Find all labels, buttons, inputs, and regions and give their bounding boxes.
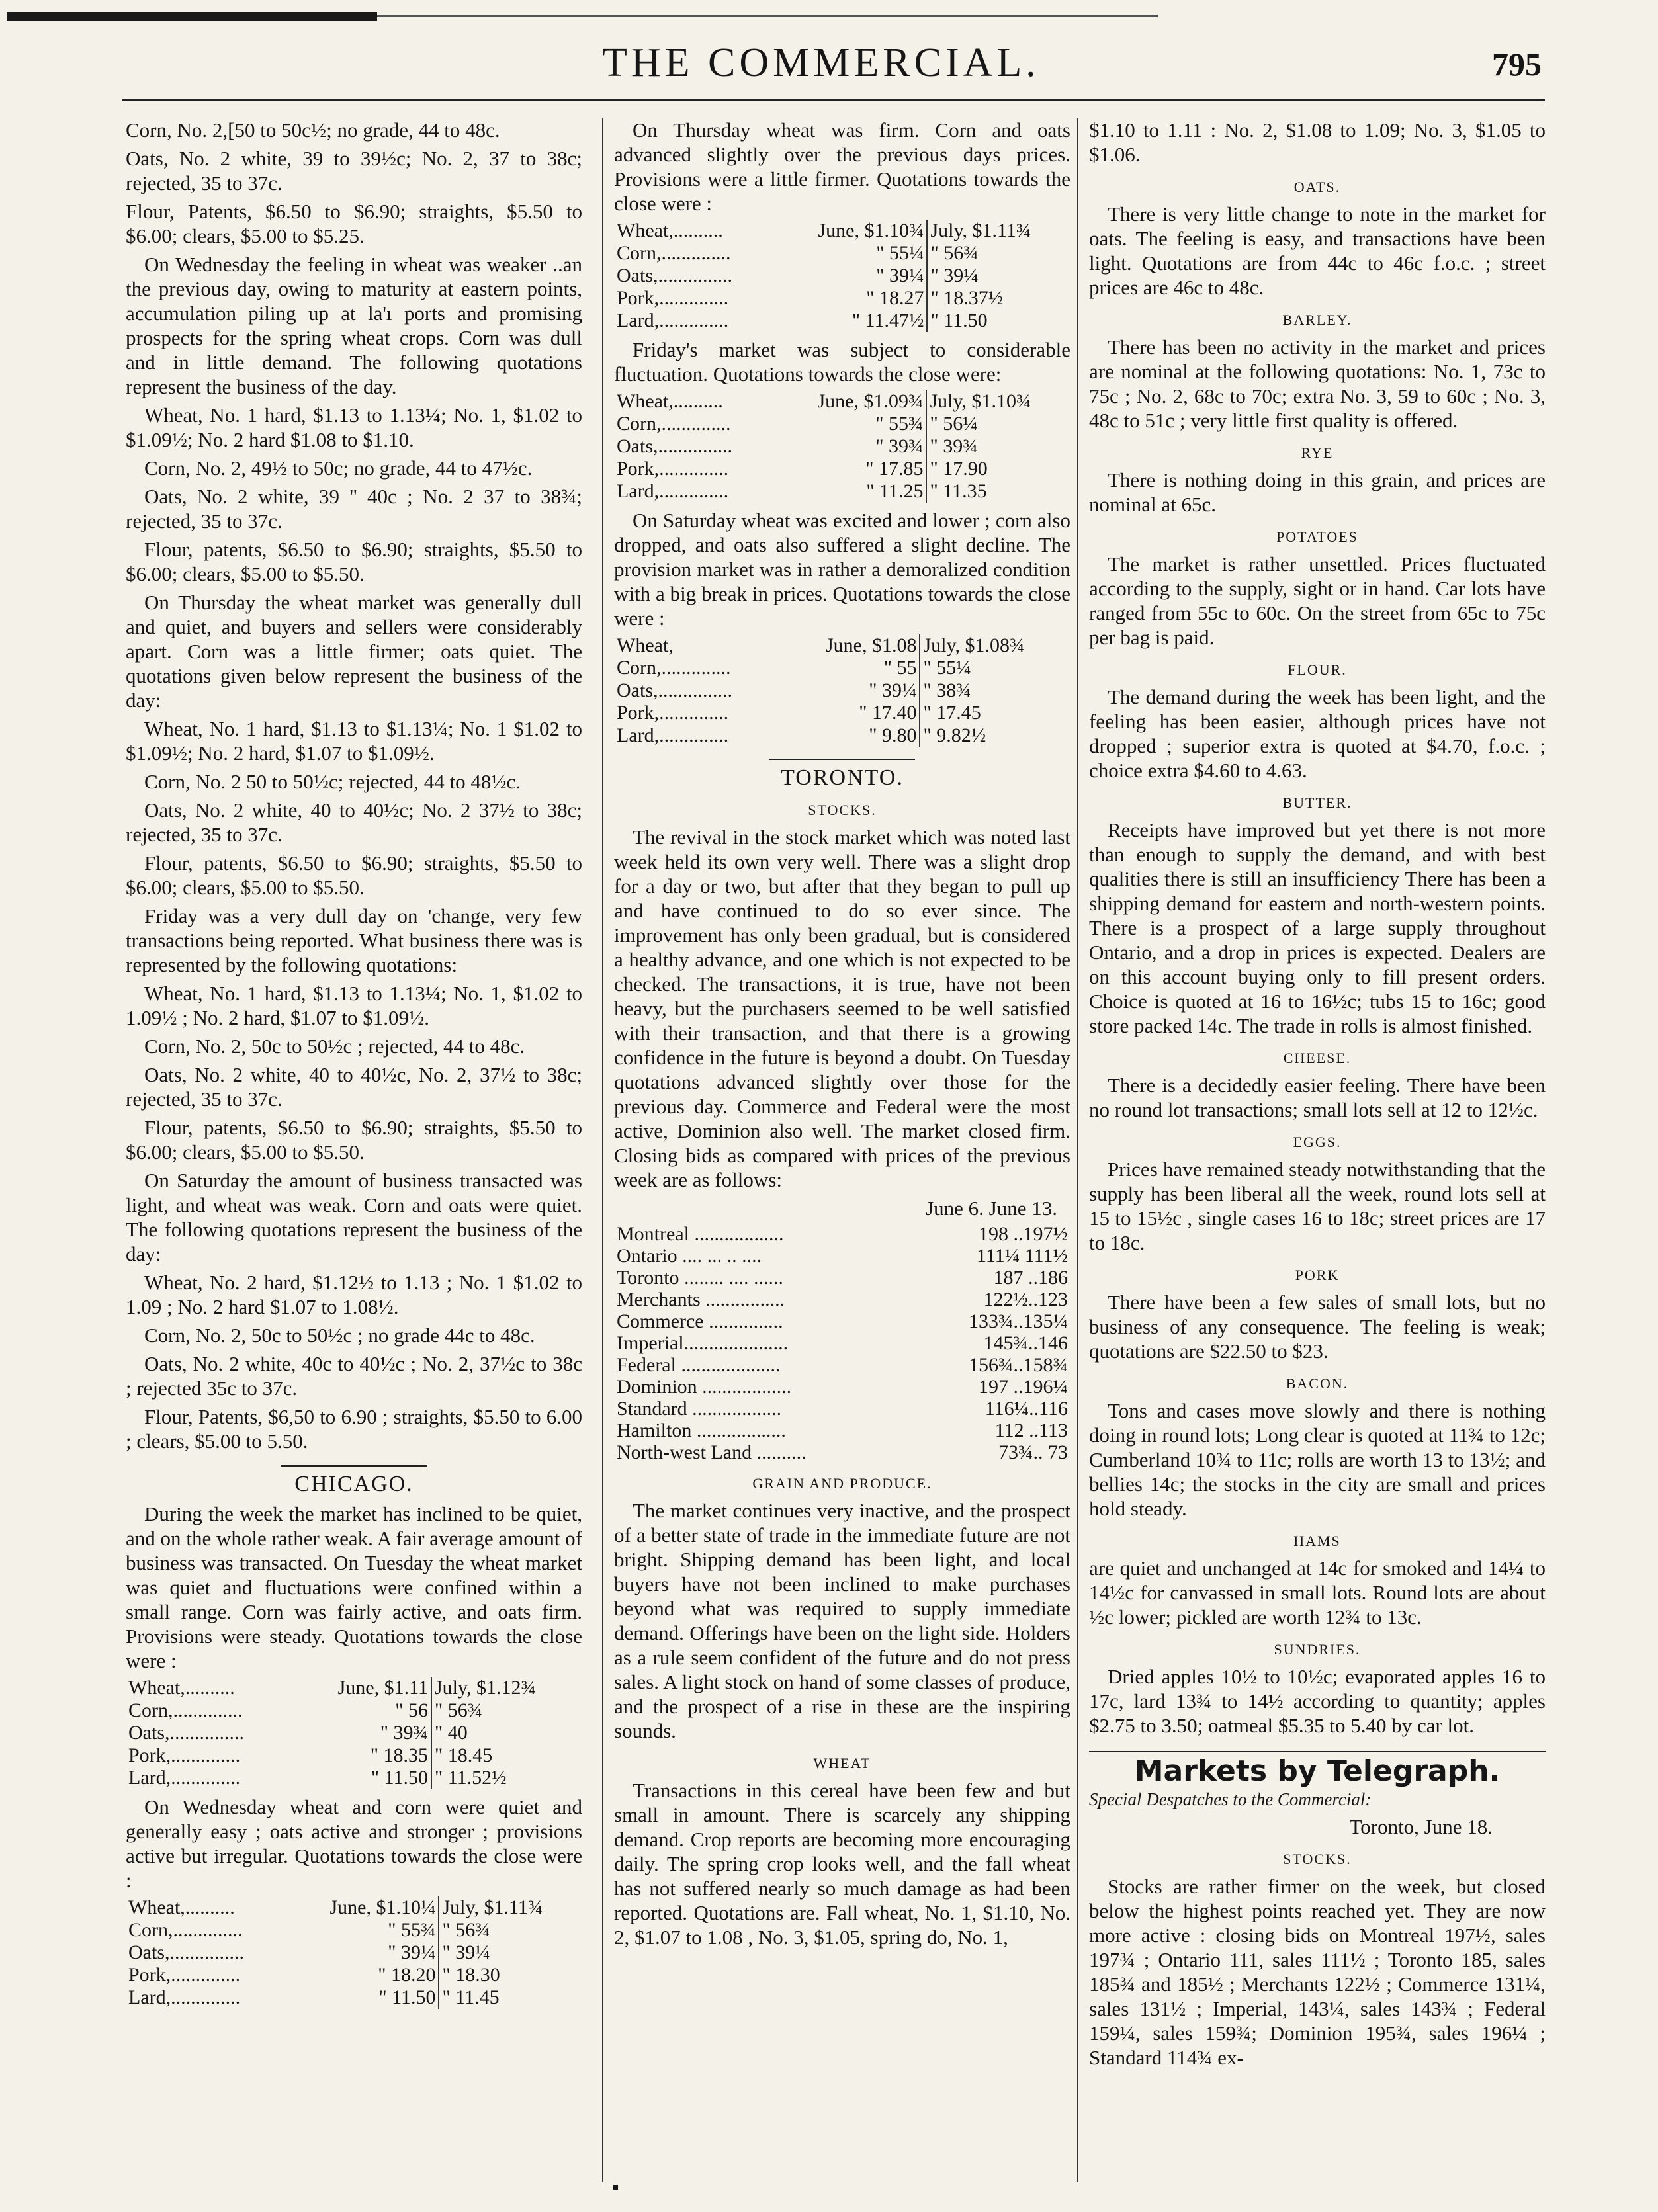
july-price-cell: " 39¼	[927, 265, 1070, 287]
dateline: Toronto, June 18.	[1349, 1815, 1493, 1838]
paragraph: The revival in the stock market which was noted last week held its own very well. There was a slight drop for a day or two, but after that they began to pull up and have continued to do so ever since. The improvement has only been gradual, but is considered a healthy advance, and one which is not expected to be checked. The transactions, it is true, have not been heavy, but the purchasers seemed to be well satisfied with their transaction, and that there is a growing confidence in the future is beyond a doubt. On Tuesday quotations advanced slightly over those for the previous day. Commerce and Federal were the most active, Dominion also well. The market closed firm. Closing bids as compared with prices of the previous week are as follows:	[614, 826, 1070, 1191]
subhead-stocks: STOCKS.	[808, 802, 877, 818]
stock-name-cell: Federal ....................	[617, 1354, 781, 1376]
section-title-toronto: TORONTO.	[769, 759, 915, 790]
paragraph: The market continues very inactive, and the prospect of a better state of trade in the immediate future are not bright. Shipping demand has been light, and local buyers have not been inclined to make purchases beyond what was required to supply immediate demand. Offerings have been on the light side. Holders as a rule seem confident of the future and do not press sales. A light stock on hand of some classes of produce, and the prospect of a rise in these are the inspiring sounds.	[614, 1499, 1070, 1742]
july-price-cell: " 18.37½	[927, 287, 1070, 310]
commodity-cell: Oats,...............	[617, 435, 732, 457]
paragraph: are quiet and unchanged at 14c for smoked and 14¼ to 14½c for canvassed in small lots. Round lots are about ½c lower; pickled are worth 12¾ to 13c.	[1089, 1556, 1546, 1629]
column-middle	[602, 118, 1070, 2182]
commodity-cell: Oats,...............	[617, 679, 732, 701]
july-price-cell: " 9.82½	[920, 724, 1070, 747]
paragraph: Flour, patents, $6.50 to $6.90; straights, $5.50 to $6.00; clears, $5.00 to $5.50.	[126, 538, 582, 585]
commodity-cell: Pork,..............	[128, 1964, 241, 1986]
stock-name-cell: Commerce ...............	[617, 1310, 783, 1332]
july-price-cell: July, $1.08¾	[920, 634, 1070, 657]
quotation-row	[126, 1744, 582, 1767]
july-price-cell: " 11.52½	[431, 1767, 582, 1789]
quotation-table	[614, 390, 1070, 503]
quotation-row	[126, 1964, 582, 1986]
stock-bid-cell: 116¼..116	[984, 1398, 1068, 1420]
paragraph: Oats, No. 2 white, 40 to 40½c; No. 2 37½ to 38c; rejected, 35 to 37c.	[126, 798, 582, 846]
stock-bid-cell: 112 ..113	[994, 1420, 1068, 1441]
quotation-row	[126, 1677, 582, 1699]
june-price-cell: " 56	[395, 1699, 428, 1721]
june-price-cell: " 55¾	[875, 413, 924, 435]
paragraph: Corn, No. 2 50 to 50½c; rejected, 44 to 48½c.	[144, 770, 521, 793]
commodity-cell: Corn,..............	[617, 242, 731, 264]
stock-row	[614, 1310, 1070, 1332]
paragraph: Oats, No. 2 white, 40 to 40½c, No. 2, 37½ to 38c; rejected, 35 to 37c.	[126, 1063, 582, 1111]
paragraph: Receipts have improved but yet there is not more than enough to supply the demand, and with best qualities there is still an insufficiency There has been a shipping demand for eastern and north-western points. There is a prospect of a large supply throughout Ontario, and a drop in prices is expected. Dealers are on this account buying only to fill present orders. Choice is quoted at 16 to 16½c; tubs 15 to 16c; good store packed 14c. The trade in rolls is almost finished.	[1089, 818, 1546, 1037]
june-price-cell: " 55¾	[388, 1919, 436, 1941]
june-price-cell: " 9.80	[869, 724, 917, 746]
june-price-cell: June, $1.11	[337, 1677, 428, 1699]
telegraph-subtitle: Special Despatches to the Commercial:	[1089, 1789, 1372, 1809]
commodity-cell: Oats,...............	[128, 1722, 244, 1744]
july-price-cell: " 39¾	[926, 435, 1070, 458]
quotation-row	[614, 480, 1070, 503]
june-price-cell: " 18.27	[866, 287, 924, 309]
page-title: THE COMMERCIAL.	[602, 40, 1040, 85]
quotation-row	[614, 458, 1070, 480]
july-price-cell: " 55¼	[920, 657, 1070, 679]
paragraph: Dried apples 10½ to 10½c; evaporated apples 16 to 17c, lard 13¾ to 14½ according to quantity; apples $2.75 to 3.50; oatmeal $5.35 to 5.40 by car lot.	[1089, 1665, 1546, 1737]
june-price-cell: June, $1.09¾	[817, 390, 924, 412]
subhead-potatoes: POTATOES	[1276, 529, 1358, 545]
paragraph: Wheat, No. 1 hard, $1.13 to $1.13¼; No. 1 $1.02 to $1.09½; No. 2 hard, $1.07 to $1.09½.	[126, 717, 582, 765]
quotation-row	[126, 1896, 582, 1919]
stock-bid-cell: 156¾..158¾	[969, 1354, 1068, 1376]
june-price-cell: " 11.50	[378, 1986, 436, 2008]
paragraph: On Wednesday the feeling in wheat was weaker ..an the previous day, owing to maturity at eastern points, accumulation piling up at la'ı ports and promising prospects for the spring wheat crops. Corn was dull and in little demand. The following quotations represent the business of the day.	[126, 253, 582, 398]
stock-row	[614, 1289, 1070, 1310]
paragraph: Wheat, No. 2 hard, $1.12½ to 1.13 ; No. 1 $1.02 to 1.09 ; No. 2 hard $1.07 to 1.08½.	[126, 1271, 582, 1318]
july-price-cell: " 11.45	[439, 1986, 582, 2009]
commodity-cell: Pork,..............	[617, 287, 729, 309]
paragraph: On Thursday wheat was firm. Corn and oats advanced slightly over the previous days prices. Provisions were a little firmer. Quotations towards the close were :	[614, 118, 1070, 215]
stock-name-cell: Montreal ..................	[617, 1223, 784, 1245]
subhead-wheat: WHEAT	[813, 1755, 871, 1771]
quotation-row	[614, 679, 1070, 702]
quotation-row	[614, 413, 1070, 435]
july-price-cell: July, $1.11¾	[439, 1896, 582, 1919]
subhead-grain: GRAIN AND PRODUCE.	[752, 1475, 932, 1492]
bottom-mark: ▪	[612, 2176, 619, 2198]
june-price-cell: " 18.20	[378, 1964, 436, 1986]
july-price-cell: " 40	[431, 1722, 582, 1744]
paragraph: Friday's market was subject to considerable fluctuation. Quotations towards the close were:	[614, 338, 1070, 386]
july-price-cell: " 18.45	[431, 1744, 582, 1767]
commodity-cell: Pork,..............	[617, 458, 729, 480]
paragraph: Flour, patents, $6.50 to $6.90; straights, $5.50 to $6.00; clears, $5.00 to $5.50.	[126, 851, 582, 899]
quotation-row	[126, 1986, 582, 2009]
quotation-row	[614, 220, 1070, 242]
commodity-cell: Lard,..............	[128, 1986, 241, 2008]
quotation-row	[614, 435, 1070, 458]
stock-row	[614, 1267, 1070, 1289]
commodity-cell: Corn,..............	[128, 1699, 243, 1721]
stock-row	[614, 1441, 1070, 1463]
subhead-bacon: BACON.	[1286, 1375, 1349, 1392]
top-rule-thick	[7, 12, 377, 21]
commodity-cell: Lard,..............	[617, 724, 729, 746]
stocks-table	[614, 1223, 1070, 1463]
june-price-cell: June, $1.10¼	[329, 1896, 436, 1918]
stock-bid-cell: 198 ..197½	[979, 1223, 1068, 1245]
paragraph: During the week the market has inclined to be quiet, and on the whole rather weak. A fair average amount of business was transacted. On Tuesday the wheat market was quiet and fluctuations were confined within a small range. Corn was fairly active, and oats firm. Provisions were steady. Quotations towards the close were :	[126, 1502, 582, 1672]
top-rule-thin	[377, 15, 1158, 17]
stock-row	[614, 1354, 1070, 1376]
stock-name-cell: Ontario .... ... .. ....	[617, 1245, 762, 1267]
stock-name-cell: Standard ..................	[617, 1398, 782, 1420]
june-price-cell: " 39¼	[876, 265, 924, 286]
paragraph: Oats, No. 2 white, 40c to 40½c ; No. 2, 37½c to 38c ; rejected 35c to 37c.	[126, 1352, 582, 1400]
stock-name-cell: Toronto ........ .... ......	[617, 1267, 784, 1289]
commodity-cell: Lard,..............	[128, 1767, 241, 1789]
stock-row	[614, 1398, 1070, 1420]
stock-row	[614, 1376, 1070, 1398]
paragraph: Wheat, No. 1 hard, $1.13 to 1.13¼; No. 1, $1.02 to 1.09½ ; No. 2 hard, $1.07 to $1.09½.	[126, 982, 582, 1029]
quotation-table	[126, 1677, 582, 1789]
paragraph: Transactions in this cereal have been few and but small in amount. There is scarcely any shipping demand. Crop reports are becoming more encouraging daily. The spring crop looks well, and the fall wheat has not suffered nearly so much damage as had been reported. Quotations are. Fall wheat, No. 1, $1.10, No. 2, $1.07 to 1.08 , No. 3, $1.05, spring do, No. 1,	[614, 1779, 1070, 1949]
paragraph: On Saturday the amount of business transacted was light, and wheat was weak. Corn and oats were quiet. The following quotations represent the business of the day:	[126, 1169, 582, 1265]
paragraph: There have been a few sales of small lots, but no business of any consequence. The feeling is weak; quotations are $22.50 to $23.	[1089, 1291, 1546, 1363]
paragraph: The demand during the week has been light, and the feeling has been easier, although prices have not dropped ; superior extra is quoted at $4.70, f.o.c. ; choice extra $4.60 to 4.63.	[1089, 685, 1546, 782]
june-price-cell: " 55¼	[876, 242, 924, 264]
subhead-hams: HAMS	[1293, 1533, 1341, 1549]
commodity-cell: Wheat,..........	[128, 1677, 235, 1699]
commodity-cell: Corn,..............	[617, 413, 731, 435]
paragraph: Flour, patents, $6.50 to $6.90; straights, $5.50 to $6.00; clears, $5.00 to $5.50.	[126, 1116, 582, 1164]
commodity-cell: Wheat,..........	[128, 1896, 235, 1918]
section-title-telegraph: Markets by Telegraph.	[1089, 1751, 1546, 1783]
page-header	[119, 40, 1542, 93]
paragraph: Corn, No. 2,[50 to 50c½; no grade, 44 to 48c.	[126, 118, 500, 142]
paragraph: Stocks are rather firmer on the week, but closed below the highest points reached yet. They are now more active : closing bids on Montreal 197½, sales 197¾ ; Ontario 111, sales 111½ ; Toronto 185, sales 185¾ and 185½ ; Merchants 122½ ; Commerce 131¼, sales 131½ ; Imperial, 143¼, sales 143¾ ; Federal 159¼, sales 159¾; Dominion 195¾, sales 196¼ ; Standard 114¾ ex-	[1089, 1875, 1546, 2069]
commodity-cell: Pork,..............	[617, 702, 729, 724]
june-price-cell: " 39¼	[388, 1941, 436, 1963]
paragraph: Corn, No. 2, 50c to 50½c ; rejected, 44 to 48c.	[144, 1035, 525, 1058]
subhead-butter: BUTTER.	[1282, 794, 1352, 811]
june-price-cell: " 17.85	[865, 458, 924, 480]
section-title-chicago: CHICAGO.	[281, 1465, 427, 1496]
july-price-cell: " 18.30	[439, 1964, 582, 1986]
commodity-cell: Lard,..............	[617, 480, 729, 502]
july-price-cell: " 11.50	[927, 310, 1070, 332]
stock-row	[614, 1223, 1070, 1245]
paragraph: Flour, Patents, $6,50 to 6.90 ; straights, $5.50 to 6.00 ; clears, $5.00 to 5.50.	[126, 1405, 582, 1453]
quotation-table	[614, 220, 1070, 332]
subhead-stocks: STOCKS.	[1283, 1851, 1352, 1867]
quotation-row	[614, 702, 1070, 724]
quotation-row	[614, 657, 1070, 679]
quotation-row	[614, 310, 1070, 332]
subhead-sundries: SUNDRIES.	[1274, 1641, 1361, 1658]
quotation-row	[126, 1941, 582, 1964]
column-left	[126, 118, 582, 2014]
quotation-row	[126, 1919, 582, 1941]
july-price-cell: " 56¼	[926, 413, 1070, 435]
july-price-cell: " 38¾	[920, 679, 1070, 702]
june-price-cell: " 18.35	[370, 1744, 428, 1766]
stock-name-cell: North-west Land ..........	[617, 1441, 807, 1463]
july-price-cell: " 56¾	[431, 1699, 582, 1722]
stock-name-cell: Imperial.....................	[617, 1332, 789, 1354]
commodity-cell: Lard,..............	[617, 310, 729, 331]
quotation-row	[126, 1767, 582, 1789]
june-price-cell: " 11.25	[866, 480, 924, 502]
paragraph: There has been no activity in the market and prices are nominal at the following quotations: No. 1, 73c to 75c ; No. 2, 68c to 70c; extra No. 3, 59 to 60c ; No. 3, 48c to 51c ; very little first quality is offered.	[1089, 335, 1546, 432]
stock-bid-cell: 122½..123	[983, 1289, 1068, 1310]
quotation-table	[126, 1896, 582, 2009]
july-price-cell: July, $1.12¾	[431, 1677, 582, 1699]
commodity-cell: Oats,...............	[128, 1941, 244, 1963]
stock-bid-cell: 73¾.. 73	[998, 1441, 1068, 1463]
subhead-pork: PORK	[1295, 1267, 1340, 1283]
stocks-column-headings: June 6. June 13.	[926, 1197, 1057, 1220]
paragraph: On Saturday wheat was excited and lower ; corn also dropped, and oats also suffered a slight decline. The provision market was in rather a demoralized condition with a big break in prices. Quotations towards the close were :	[614, 509, 1070, 630]
june-price-cell: " 39¼	[869, 679, 917, 701]
subhead-flour: FLOUR.	[1287, 661, 1347, 678]
june-price-cell: " 17.40	[859, 702, 917, 724]
commodity-cell: Corn,..............	[128, 1919, 243, 1941]
paragraph: Friday was a very dull day on 'change, very few transactions being reported. What business there was is represented by the following quotations:	[126, 904, 582, 976]
commodity-cell: Pork,..............	[128, 1744, 241, 1766]
header-rule	[122, 99, 1545, 101]
quotation-row	[614, 287, 1070, 310]
paragraph: Oats, No. 2 white, 39 to 39½c; No. 2, 37 to 38c; rejected, 35 to 37c.	[126, 147, 582, 194]
stock-row	[614, 1245, 1070, 1267]
quotation-row	[614, 724, 1070, 747]
july-price-cell: " 56¾	[927, 242, 1070, 265]
quotation-row	[126, 1722, 582, 1744]
june-price-cell: June, $1.08	[825, 634, 917, 656]
commodity-cell: Wheat,..........	[617, 390, 723, 412]
subhead-barley: BARLEY.	[1282, 312, 1352, 328]
quotation-row	[614, 265, 1070, 287]
stock-bid-cell: 145¾..146	[983, 1332, 1068, 1354]
july-price-cell: " 11.35	[926, 480, 1070, 503]
subhead-oats: OATS.	[1293, 179, 1341, 195]
commodity-cell: Wheat,..........	[617, 220, 723, 241]
july-price-cell: " 56¾	[439, 1919, 582, 1941]
commodity-cell: Corn,..............	[617, 657, 731, 679]
paragraph: Wheat, No. 1 hard, $1.13 to 1.13¼; No. 1, $1.02 to $1.09½; No. 2 hard $1.08 to $1.10.	[126, 404, 582, 451]
commodity-cell: Wheat,	[617, 634, 674, 656]
stock-bid-cell: 133¾..135¼	[969, 1310, 1068, 1332]
paragraph: Tons and cases move slowly and there is nothing doing in round lots; Long clear is quoted at 11¾ to 12c; Cumberland 10¾ to 11c; rolls are worth 13 to 13½; and bellies 14c; the stocks in the city are small and prices hold steady.	[1089, 1399, 1546, 1520]
quotation-row	[614, 634, 1070, 657]
june-price-cell: " 11.50	[371, 1767, 428, 1789]
paragraph: On Wednesday wheat and corn were quiet and generally easy ; oats active and stronger ; provisions active but irregular. Quotations towards the close were :	[126, 1795, 582, 1892]
page-number: 795	[1492, 46, 1542, 83]
paragraph: Flour, Patents, $6.50 to $6.90; straights, $5.50 to $6.00; clears, $5.00 to $5.25.	[126, 200, 582, 247]
paragraph: There is very little change to note in the market for oats. The feeling is easy, and transactions have been light. Quotations are from 44c to 46c f.o.c. ; street prices are 46c to 48c.	[1089, 202, 1546, 299]
quotation-row	[614, 242, 1070, 265]
paragraph: The market is rather unsettled. Prices fluctuated according to the supply, sight or in hand. Car lots have ranged from 55c to 60c. On the street from 65c to 75c per bag is paid.	[1089, 552, 1546, 649]
paragraph: There is nothing doing in this grain, and prices are nominal at 65c.	[1089, 468, 1546, 516]
quotation-table	[614, 634, 1070, 747]
june-price-cell: " 11.47½	[851, 310, 924, 331]
july-price-cell: July, $1.10¾	[926, 390, 1070, 413]
quotation-row	[126, 1699, 582, 1722]
paragraph: Corn, No. 2, 50c to 50½c ; no grade 44c to 48c.	[144, 1324, 535, 1347]
july-price-cell: " 39¼	[439, 1941, 582, 1964]
paragraph: Oats, No. 2 white, 39 '' 40c ; No. 2 37 to 38¾; rejected, 35 to 37c.	[126, 485, 582, 532]
subhead-cheese: CHEESE.	[1283, 1050, 1352, 1066]
stock-bid-cell: 197 ..196¼	[979, 1376, 1068, 1398]
commodity-cell: Oats,...............	[617, 265, 732, 286]
paragraph: $1.10 to 1.11 : No. 2, $1.08 to 1.09; No. 3, $1.05 to $1.06.	[1089, 118, 1546, 166]
stock-row	[614, 1332, 1070, 1354]
paragraph: Corn, No. 2, 49½ to 50c; no grade, 44 to 47½c.	[144, 456, 533, 480]
july-price-cell: July, $1.11¾	[927, 220, 1070, 242]
june-price-cell: June, $1.10¾	[818, 220, 924, 241]
june-price-cell: " 55	[883, 657, 917, 679]
stock-row	[614, 1420, 1070, 1441]
subhead-eggs: EGGS.	[1293, 1134, 1342, 1150]
column-right	[1077, 118, 1546, 2182]
paragraph: Prices have remained steady notwithstanding that the supply has been liberal all the week, round lots sell at 15 to 15½c , single cases 16 to 18c; street prices are 17 to 18c.	[1089, 1158, 1546, 1254]
july-price-cell: " 17.90	[926, 458, 1070, 480]
stock-name-cell: Merchants ................	[617, 1289, 785, 1310]
stock-bid-cell: 111¼ 111½	[976, 1245, 1068, 1267]
stock-name-cell: Hamilton ..................	[617, 1420, 786, 1441]
stock-bid-cell: 187 ..186	[993, 1267, 1068, 1289]
subhead-rye: RYE	[1301, 445, 1334, 461]
paragraph: On Thursday the wheat market was generally dull and quiet, and buyers and sellers were considerably apart. Corn was a little firmer; oats quiet. The quotations given below represent the business of the day:	[126, 591, 582, 712]
quotation-row	[614, 390, 1070, 413]
june-price-cell: " 39¾	[875, 435, 924, 457]
stock-name-cell: Dominion ..................	[617, 1376, 792, 1398]
june-price-cell: " 39¾	[380, 1722, 428, 1744]
july-price-cell: " 17.45	[920, 702, 1070, 724]
paragraph: There is a decidedly easier feeling. There have been no round lot transactions; small lots sell at 12 to 12½c.	[1089, 1074, 1546, 1121]
